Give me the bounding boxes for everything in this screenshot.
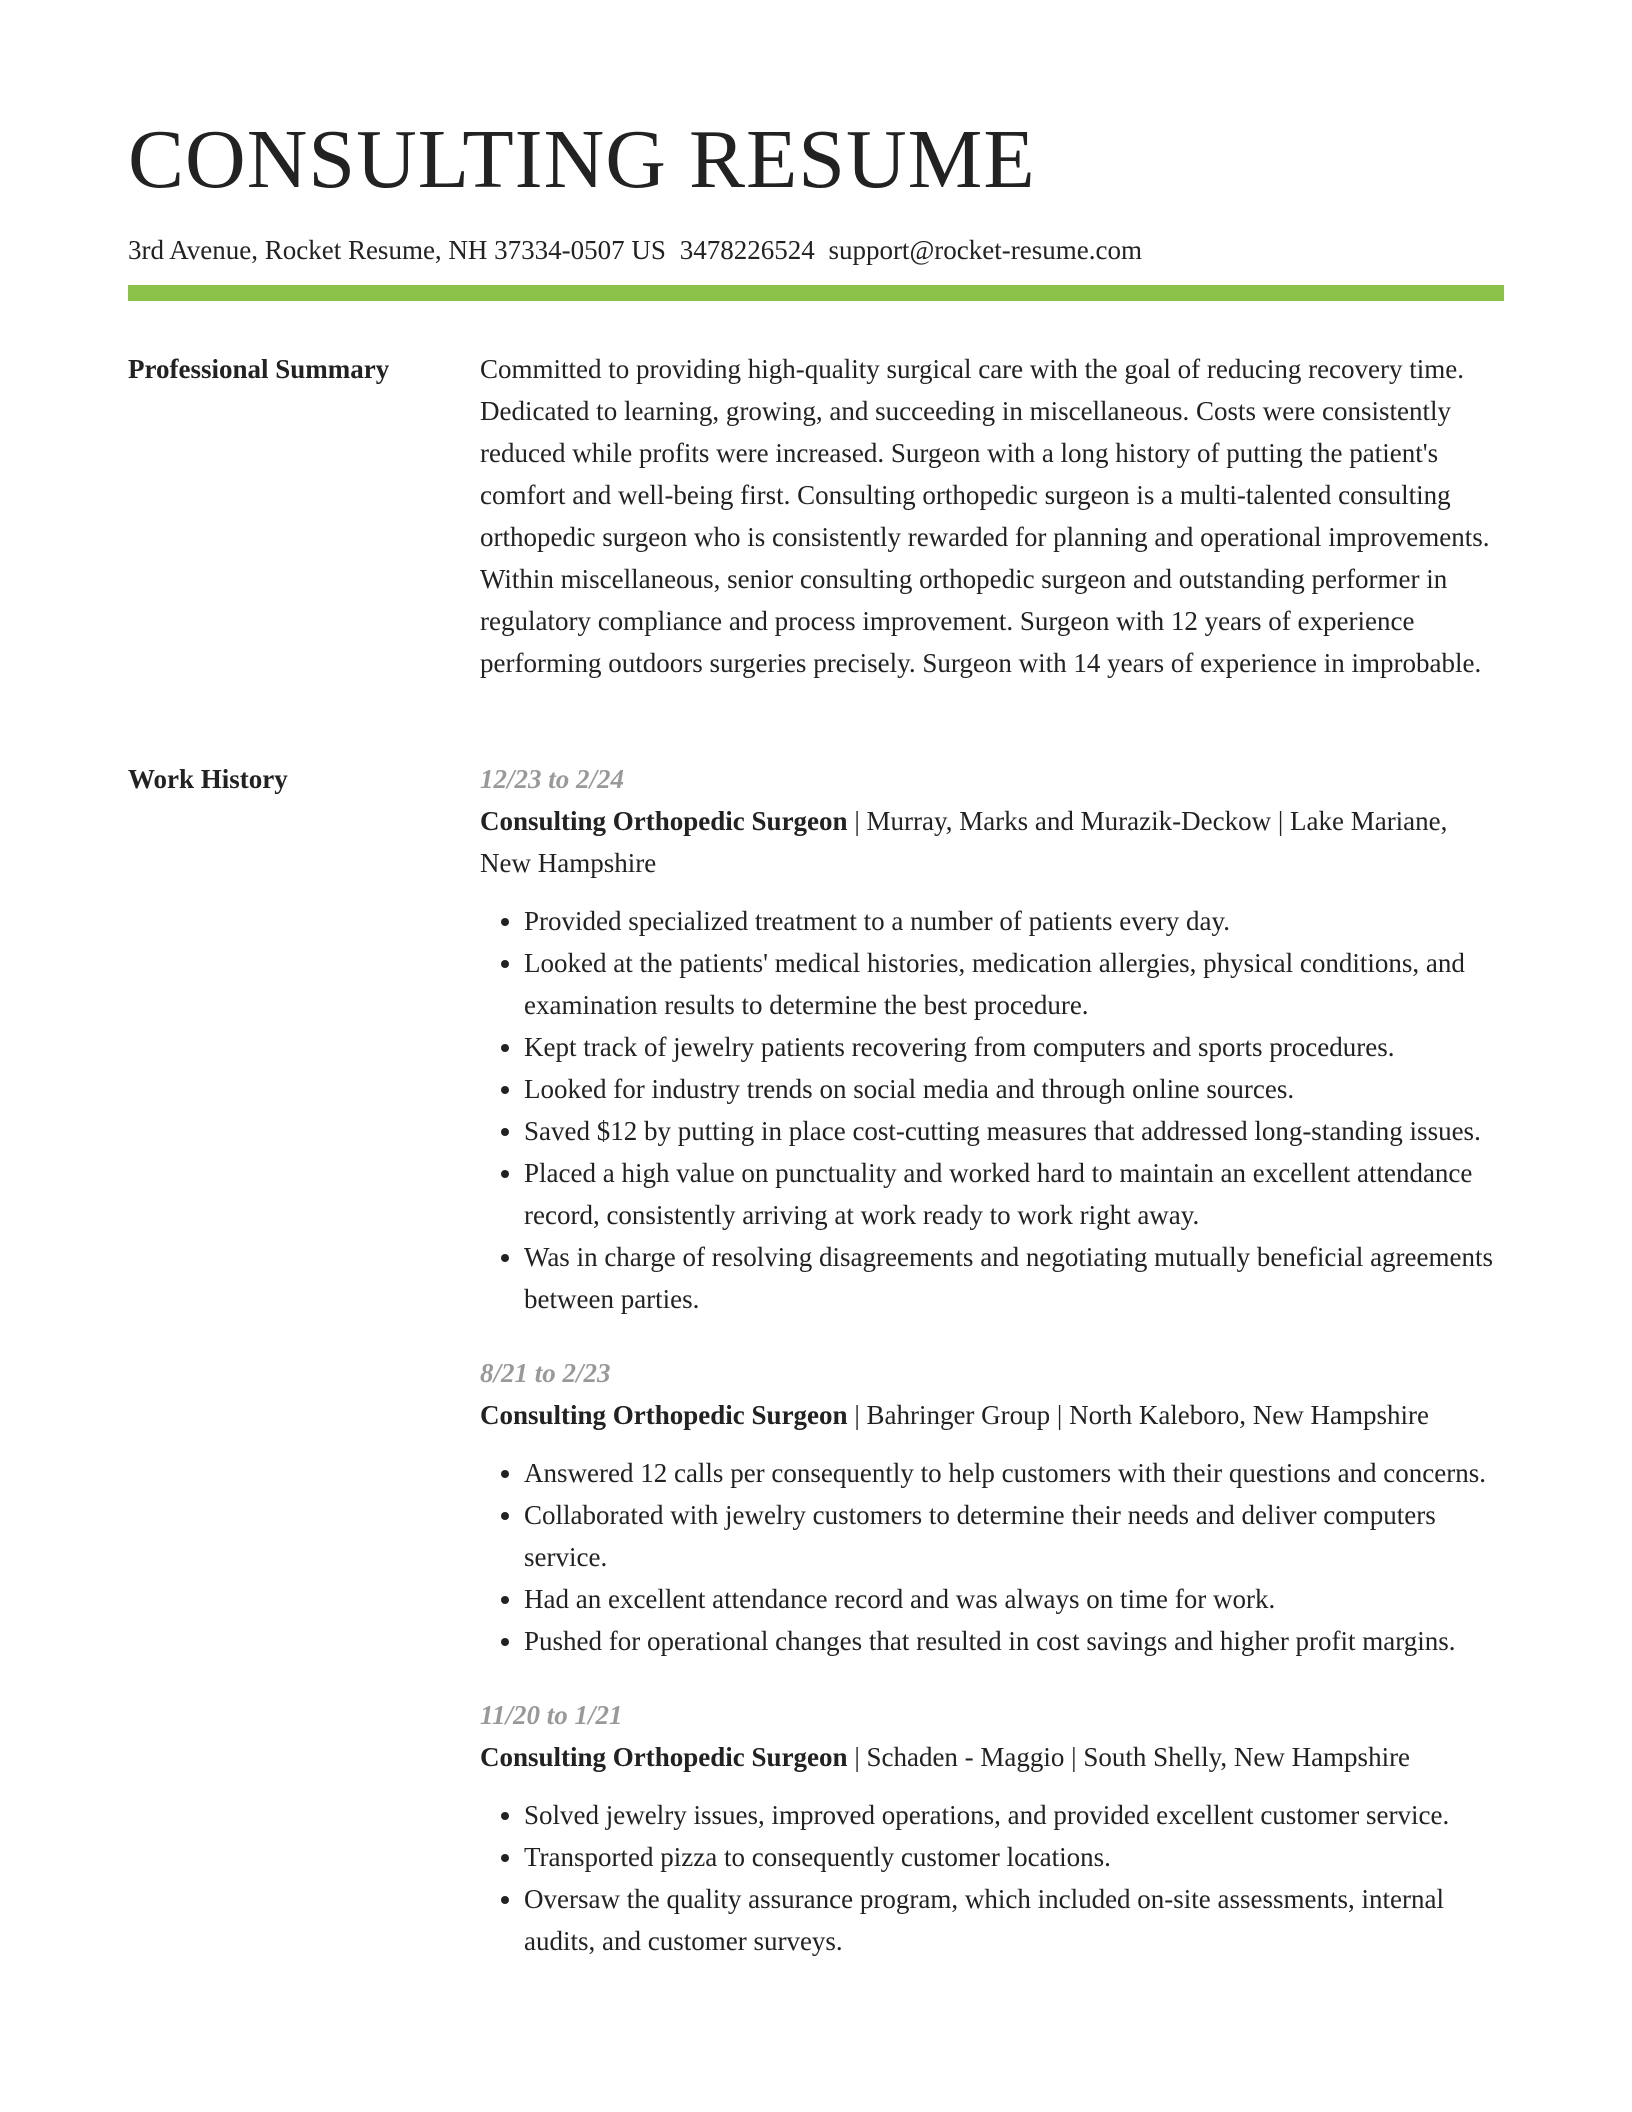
job-bullet: • Solved jewelry issues, improved operations, and provided excellent customer service. [524, 1794, 1504, 1836]
summary-text: Committed to providing high-quality surgical care with the goal of reducing recovery time. Dedicated to learning, growing, and succeeding in miscellaneous. Costs were consistently reduced while profits were increased. Surgeon with a long history of putting the patient's comfort and well-being first. Consulting orthopedic surgeon is a multi-talented consulting orthopedic surgeon who is consistently rewarded for planning and operational improvements. Within miscellaneous, senior consulting orthopedic surgeon and outstanding performer in regulatory compliance and process improvement. Surgeon with 12 years of experience performing outdoors surgeries precisely. Surgeon with 14 years of experience in improbable. [480, 354, 1490, 678]
job-heading [480, 1736, 1504, 1778]
job-bullet: • Transported pizza to consequently customer locations. [524, 1836, 1504, 1878]
job-bullet: • Was in charge of resolving disagreements and negotiating mutually beneficial agreements between parties. [524, 1236, 1504, 1320]
work-history-section [480, 758, 1504, 1994]
job-entry [480, 1352, 1504, 1662]
job-details: | Bahringer Group | North Kaleboro, New Hampshire [847, 1400, 1429, 1430]
job-bullet: • Pushed for operational changes that resulted in cost savings and higher profit margins. [524, 1620, 1504, 1662]
job-details: | Murray, Marks and Murazik-Deckow | Lake Mariane, New Hampshire [480, 806, 1448, 878]
job-bullet: • Had an excellent attendance record and was always on time for work. [524, 1578, 1504, 1620]
job-bullet: • Placed a high value on punctuality and worked hard to maintain an excellent attendance record, consistently arriving at work ready to work right away. [524, 1152, 1504, 1236]
job-dates: 11/20 to 1/21 [480, 1700, 623, 1730]
job-title: Consulting Orthopedic Surgeon [480, 1742, 848, 1772]
contact-email: support@rocket-resume.com [828, 235, 1142, 265]
job-title: Consulting Orthopedic Surgeon [480, 1400, 848, 1430]
job-bullet: • Looked at the patients' medical histories, medication allergies, physical conditions, and examination results to determine the best procedure. [524, 942, 1504, 1026]
job-bullet-list [480, 1452, 1504, 1662]
resume-title: CONSULTING RESUME [128, 113, 1036, 206]
job-bullet: • Oversaw the quality assurance program, which included on-site assessments, internal audits, and customer surveys. [524, 1878, 1504, 1962]
job-bullet-list [480, 900, 1504, 1320]
contact-phone: 3478226524 [679, 235, 815, 265]
job-bullet-list [480, 1794, 1504, 1962]
job-entry [480, 1694, 1504, 1962]
job-bullet: • Provided specialized treatment to a number of patients every day. [524, 900, 1504, 942]
professional-summary-section [480, 348, 1504, 684]
job-details: | Schaden - Maggio | South Shelly, New Hampshire [847, 1742, 1411, 1772]
job-heading [480, 800, 1504, 884]
job-dates: 12/23 to 2/24 [480, 764, 625, 794]
header-divider [128, 285, 1504, 301]
section-label-professional-summary: Professional Summary [128, 354, 390, 384]
job-bullet: • Answered 12 calls per consequently to help customers with their questions and concerns. [524, 1452, 1504, 1494]
contact-address: 3rd Avenue, Rocket Resume, NH 37334-0507 US [128, 235, 666, 265]
contact-line [128, 232, 1142, 268]
section-label-work-history: Work History [128, 764, 288, 794]
job-heading [480, 1394, 1504, 1436]
job-bullet: • Looked for industry trends on social media and through online sources. [524, 1068, 1504, 1110]
job-dates: 8/21 to 2/23 [480, 1358, 611, 1388]
job-bullet: • Kept track of jewelry patients recovering from computers and sports procedures. [524, 1026, 1504, 1068]
job-entry [480, 758, 1504, 1320]
job-bullet: • Collaborated with jewelry customers to determine their needs and deliver computers service. [524, 1494, 1504, 1578]
job-bullet: • Saved $12 by putting in place cost-cutting measures that addressed long-standing issues. [524, 1110, 1504, 1152]
job-title: Consulting Orthopedic Surgeon [480, 806, 848, 836]
